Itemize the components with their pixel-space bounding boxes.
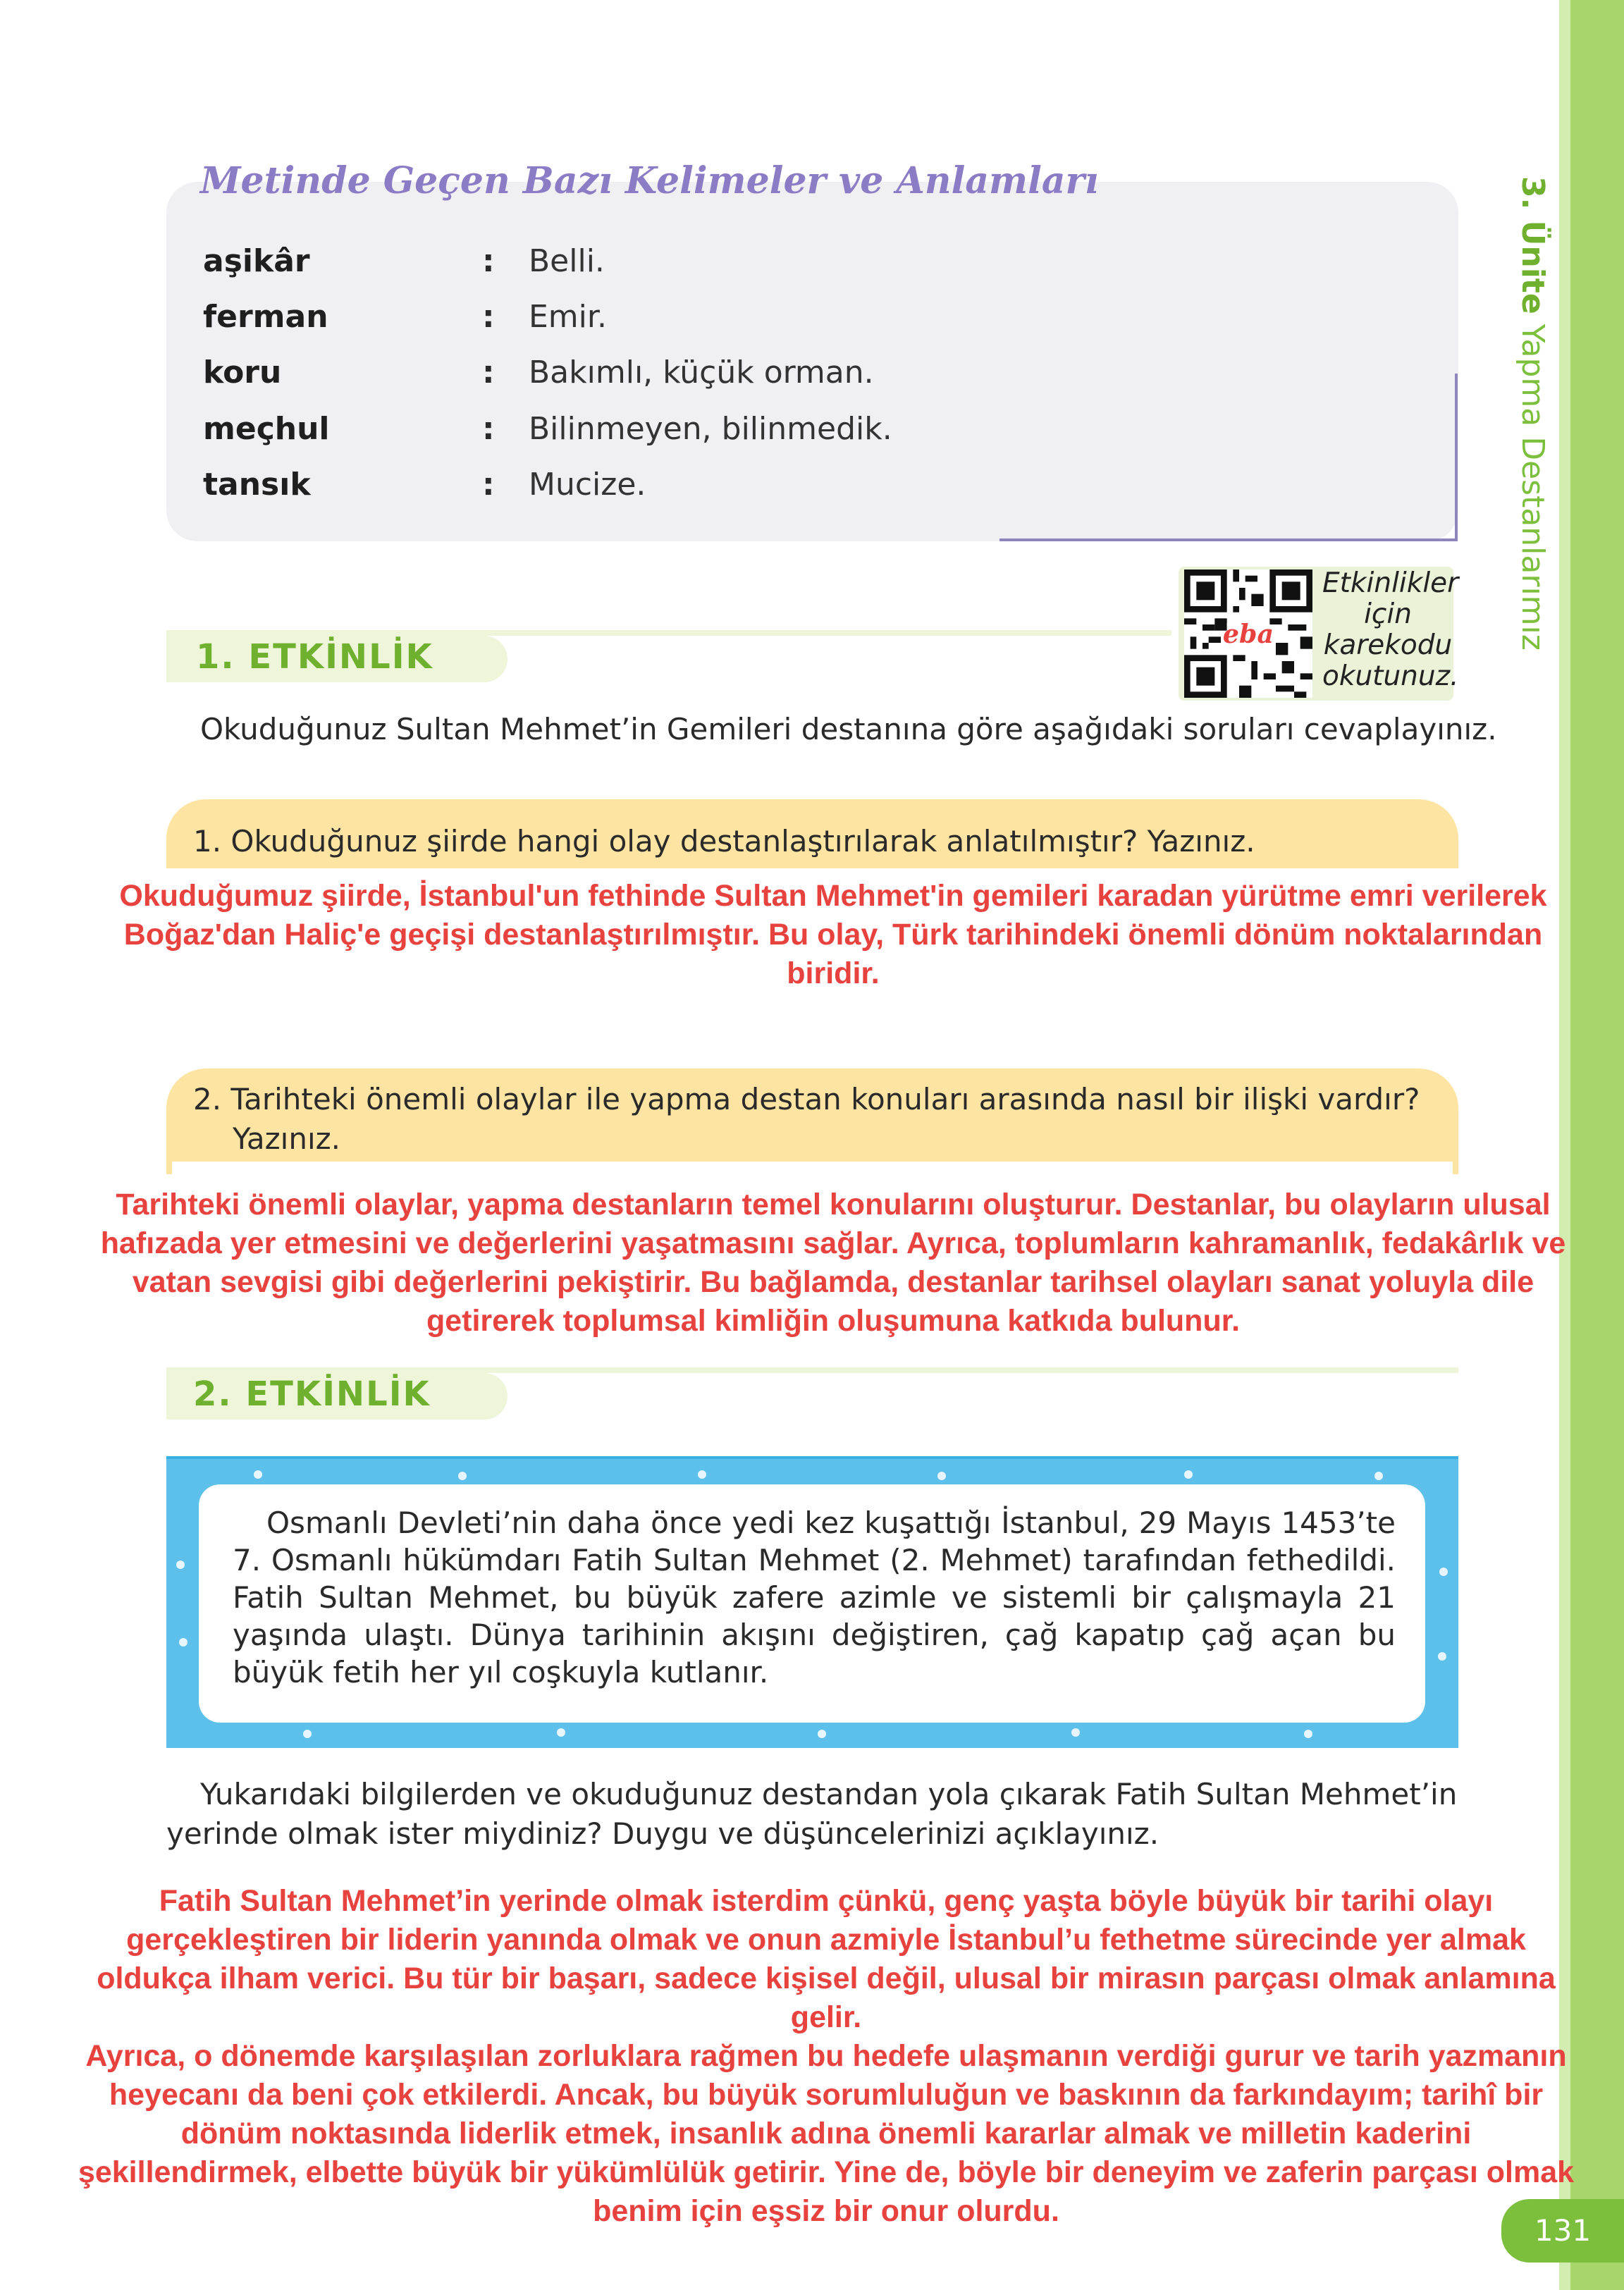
qr-caption-line: Etkinlikler	[1322, 567, 1459, 599]
vocab-frame-bottom	[999, 538, 1458, 541]
vocab-title: Metinde Geçen Bazı Kelimeler ve Anlamları	[200, 159, 1099, 202]
vocab-row	[203, 293, 1401, 342]
vocab-row	[203, 405, 1401, 454]
side-strip	[1570, 0, 1624, 2290]
vocab-row	[203, 348, 1401, 398]
info-paragraph: Osmanlı Devleti’nin daha önce yedi kez kuşattığı İstanbul, 29 Mayıs 1453’te 7. Osmanlı hükümdarı Fatih Sultan Mehmet (2. Mehmet) tarafından fethedildi. Fatih Sultan Mehmet, bu büyük zafere azimle ve sistemli bir çalışmayla 21 yaşında ulaştı. Dünya tarihinin akışını değiştiren, çağ kapatıp çağ açan bu büyük fetih her yıl coşkuyla kutlanır.	[233, 1506, 1396, 1689]
answer2-text: Tarihteki önemli olaylar, yapma destanların temel konularını oluşturur. Destanlar, bu olayların ulusal hafızada yer etmesini ve değerlerini yaşatmasını sağlar. Ayrıca, toplumların kahramanlık, fedakârlık ve vatan sevgisi gibi değerlerini pekiştirir. Bu bağlamda, destanlar tarihsel olayları sanat yoluyla dile getirerek toplumsal kimliğin oluşumuna katkıda bulunur.	[100, 1188, 1566, 1338]
vocab-word: koru	[203, 355, 282, 390]
question1-text: 1. Okuduğunuz şiirde hangi olay destanlaştırılarak anlatılmıştır? Yazınız.	[193, 824, 1255, 858]
answer3-paragraph2: Ayrıca, o dönemde karşılaşılan zorluklara rağmen bu hedefe ulaşmanın verdiği gurur ve tarih yazmanın heyecanı da beni çok etkilerdi. Ancak, bu büyük sorumluluğun ve baskının da farkındayım; tarihî bir dönüm noktasında liderlik etmek, insanlık adına önemli kararlar almak ve milletin kaderini şekillendirmek, elbette büyük bir yükümlülük getirir. Yine de, böyle bir deneyim ve zaferin parçası olmak benim için eşsiz bir onur olurdu.	[78, 2039, 1575, 2228]
eba-logo: eba	[1222, 619, 1274, 649]
question2-text-line2: Yazınız.	[233, 1121, 341, 1156]
qr-caption	[1322, 567, 1459, 692]
vocab-word: ferman	[203, 299, 328, 335]
answer1-text: Okuduğumuz şiirde, İstanbul'un fethinde Sultan Mehmet'in gemileri karadan yürütme emri verilerek Boğaz'dan Haliç'e geçişi destanlaştırılmıştır. Bu olay, Türk tarihindeki önemli dönüm noktalarından biridir.	[119, 879, 1547, 990]
vocab-meaning: Mucize.	[529, 467, 646, 503]
activity2-header-line	[166, 1367, 1458, 1373]
vocab-word: tansık	[203, 467, 311, 503]
page-number: 131	[1501, 2199, 1624, 2263]
unit-title: Yapma Destanlarımız	[1515, 324, 1551, 651]
activity1-label: 1. ETKİNLİK	[196, 637, 433, 677]
qr-caption-line: okutunuz.	[1322, 660, 1459, 692]
vocab-row	[203, 460, 1401, 510]
vocab-meaning: Bakımlı, küçük orman.	[529, 355, 874, 390]
question2-text-line1: 2. Tarihteki önemli olaylar ile yapma destan konuları arasında nasıl bir ilişki vardır?	[193, 1082, 1420, 1116]
vocab-colon: :	[482, 243, 495, 279]
unit-label	[1508, 176, 1551, 881]
vocab-colon: :	[482, 467, 495, 503]
activity2-label: 2. ETKİNLİK	[193, 1374, 431, 1414]
activity2-prompt: Yukarıdaki bilgilerden ve okuduğunuz destandan yola çıkarak Fatih Sultan Mehmet’in yerinde olmak ister miydiniz? Duygu ve düşüncelerinizi açıklayınız.	[166, 1777, 1458, 1851]
unit-number: 3. Ünite	[1515, 176, 1551, 314]
vocab-meaning: Belli.	[529, 243, 605, 279]
question2-tab-inner	[172, 1162, 1453, 1183]
vocab-meaning: Emir.	[529, 299, 607, 335]
vocab-colon: :	[482, 355, 495, 390]
info-text	[233, 1504, 1396, 1691]
vocab-meaning: Bilinmeyen, bilinmedik.	[529, 411, 892, 447]
qr-code-icon[interactable]	[1184, 570, 1312, 698]
vocab-frame-right	[1455, 374, 1458, 540]
qr-caption-line: için	[1364, 598, 1412, 630]
vocab-word: aşikâr	[203, 243, 310, 279]
vocab-word: meçhul	[203, 411, 330, 447]
qr-caption-line: karekodu	[1323, 629, 1453, 661]
vocab-row	[203, 237, 1401, 286]
vocab-colon: :	[482, 411, 495, 447]
activity1-header-line	[166, 630, 1171, 636]
activity1-instruction: Okuduğunuz Sultan Mehmet’in Gemileri destanına göre aşağıdaki soruları cevaplayınız.	[200, 712, 1497, 746]
vocab-colon: :	[482, 299, 495, 335]
answer3-paragraph1: Fatih Sultan Mehmet’in yerinde olmak isterdim çünkü, genç yaşta böyle büyük bir tarihi olayı gerçekleştiren bir liderin yanında olmak ve onun azmiyle İstanbul’u fethetme sürecinde yer almak oldukça ilham verici. Bu tür bir başarı, sadece kişisel değil, ulusal bir mirasın parçası olmak anlamına gelir.	[97, 1884, 1556, 2034]
